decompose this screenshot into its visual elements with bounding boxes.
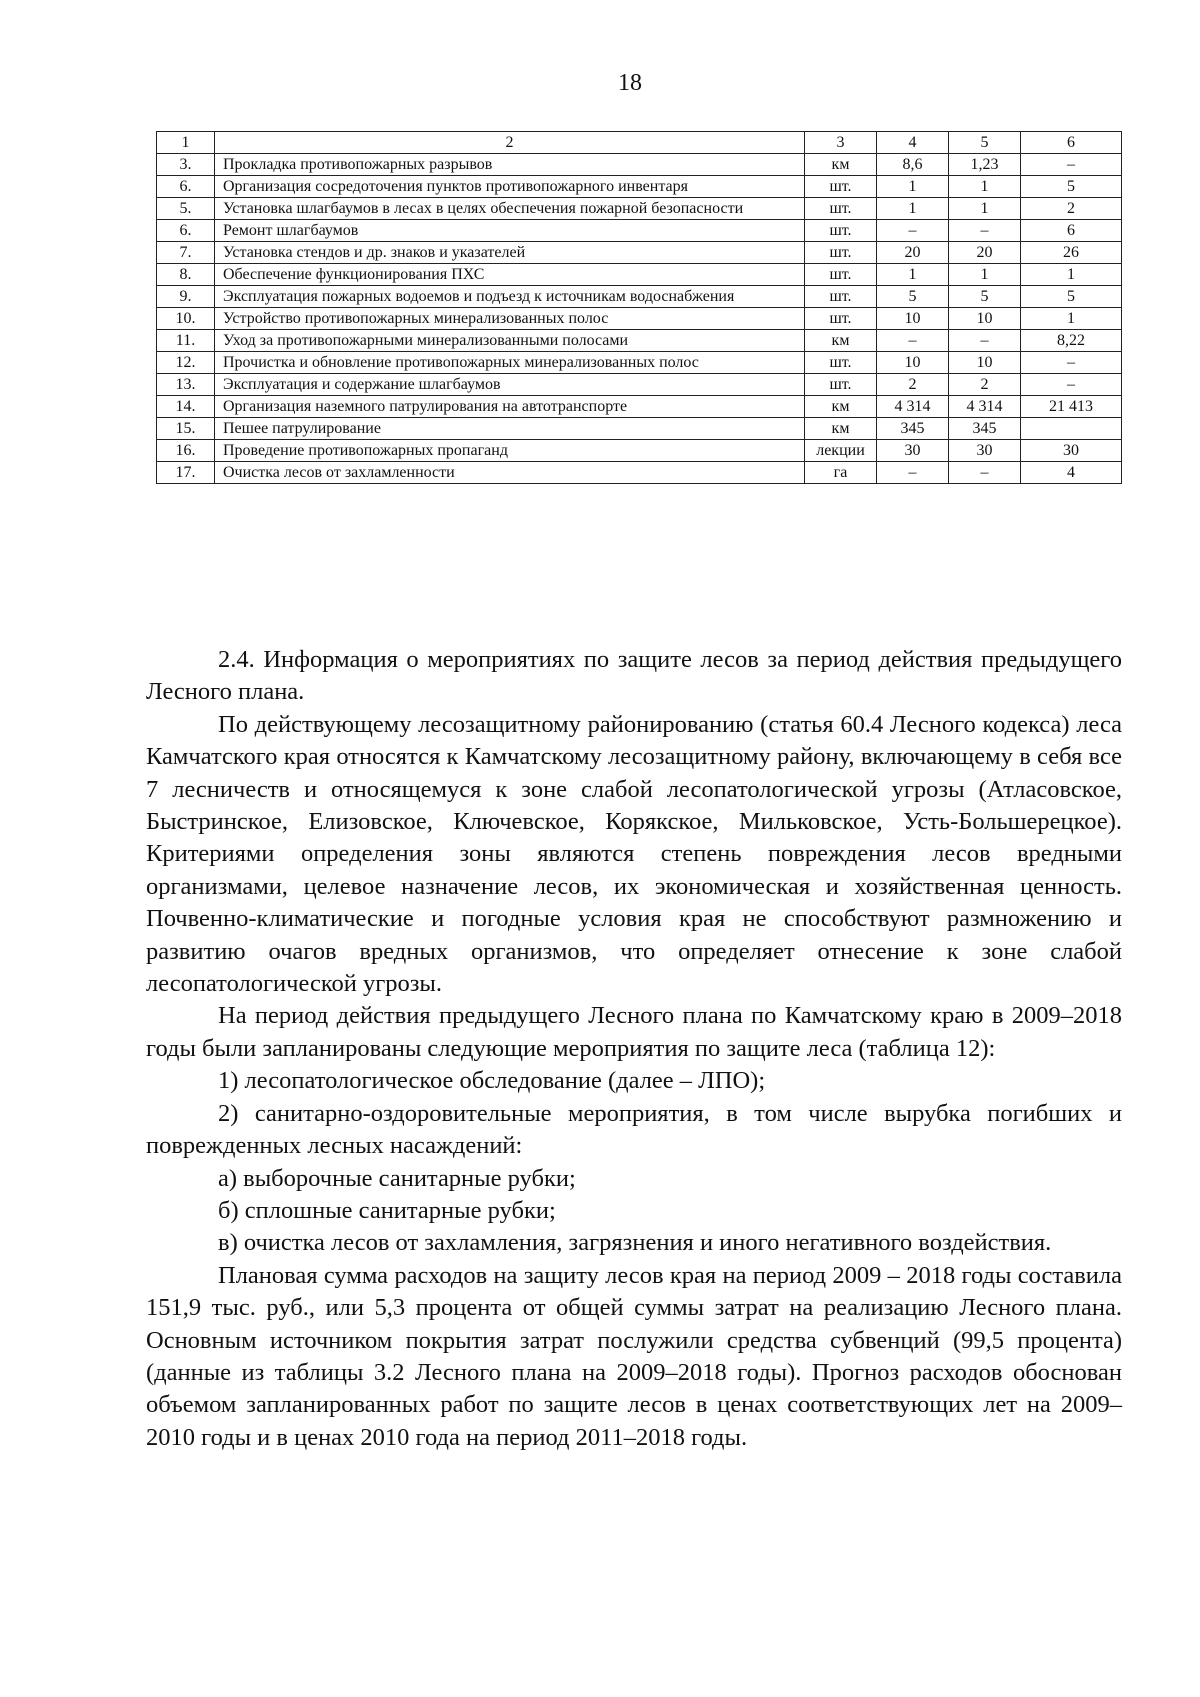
value-cell: – <box>1021 352 1122 374</box>
page-number: 18 <box>618 70 642 96</box>
unit-cell: шт. <box>805 308 877 330</box>
table-header-cell: 2 <box>215 132 805 154</box>
measure-name: Установка стендов и др. знаков и указателей <box>215 242 805 264</box>
measure-name: Прокладка противопожарных разрывов <box>215 154 805 176</box>
measure-name: Обеспечение функционирования ПХС <box>215 264 805 286</box>
unit-cell: лекции <box>805 440 877 462</box>
table-row <box>157 418 1122 440</box>
row-number: 13. <box>157 374 215 396</box>
value-cell: – <box>949 220 1021 242</box>
table-header-cell: 1 <box>157 132 215 154</box>
row-number: 6. <box>157 220 215 242</box>
unit-cell: шт. <box>805 176 877 198</box>
value-cell: 1 <box>949 176 1021 198</box>
measure-name: Эксплуатация и содержание шлагбаумов <box>215 374 805 396</box>
table-row <box>157 374 1122 396</box>
value-cell: 30 <box>949 440 1021 462</box>
row-number: 9. <box>157 286 215 308</box>
row-number: 17. <box>157 462 215 484</box>
value-cell: 1 <box>1021 264 1122 286</box>
unit-cell: км <box>805 330 877 352</box>
paragraph: На период действия предыдущего Лесного плана по Камчатскому краю в 2009–2018 годы были запланированы следующие мероприятия по защите леса (таблица 12): <box>146 1002 1122 1062</box>
list-item: в) очистка лесов от захламления, загрязнения и иного негативного воздействия. <box>218 1229 1052 1257</box>
row-number: 7. <box>157 242 215 264</box>
value-cell: 5 <box>877 286 949 308</box>
measure-name: Организация наземного патрулирования на автотранспорте <box>215 396 805 418</box>
row-number: 8. <box>157 264 215 286</box>
value-cell: 30 <box>1021 440 1122 462</box>
list-item: 2) санитарно-оздоровительные мероприятия, в том числе вырубка погибших и поврежденных лесных насаждений: <box>146 1099 1122 1160</box>
unit-cell: км <box>805 396 877 418</box>
value-cell: 2 <box>1021 198 1122 220</box>
row-number: 6. <box>157 176 215 198</box>
unit-cell: га <box>805 462 877 484</box>
value-cell: 5 <box>1021 286 1122 308</box>
measure-name: Прочистка и обновление противопожарных минерализованных полос <box>215 352 805 374</box>
value-cell: 10 <box>949 308 1021 330</box>
value-cell: – <box>1021 154 1122 176</box>
table-row <box>157 352 1122 374</box>
value-cell: 8,22 <box>1021 330 1122 352</box>
row-number: 16. <box>157 440 215 462</box>
value-cell: 5 <box>949 286 1021 308</box>
section-heading-paragraph: 2.4. Информация о мероприятиях по защите лесов за период действия предыдущего Лесного плана. <box>146 646 1122 706</box>
unit-cell: шт. <box>805 242 877 264</box>
paragraph: По действующему лесозащитному районированию (статья 60.4 Лесного кодекса) леса Камчатского края относятся к Камчатскому лесозащитному району, включающему в себя все 7 лесничеств и относящемуся к зоне слабой лесопатологической угрозы (Атласовское, Быстринское, Елизовское, Ключевское, Корякское, Мильковское, Усть-Большерецкое). Критериями определения зоны являются степень повреждения лесов вредными организмами, целевое назначение лесов, их экономическая и хозяйственная ценность. Почвенно-климатические и погодные условия края не способствуют размножению и развитию очагов вредных организмов, что определяет отнесение к зоне слабой лесопатологической угрозы. <box>146 710 1122 998</box>
table-header-row <box>157 132 1122 154</box>
value-cell: 1 <box>949 264 1021 286</box>
row-number: 15. <box>157 418 215 440</box>
list-item: а) выборочные санитарные рубки; <box>218 1164 576 1192</box>
value-cell: 345 <box>949 418 1021 440</box>
row-number: 14. <box>157 396 215 418</box>
value-cell: 1 <box>877 176 949 198</box>
row-number: 5. <box>157 198 215 220</box>
table-row <box>157 440 1122 462</box>
value-cell: 1,23 <box>949 154 1021 176</box>
value-cell: 1 <box>877 198 949 220</box>
unit-cell: шт. <box>805 286 877 308</box>
measure-name: Устройство противопожарных минерализованных полос <box>215 308 805 330</box>
row-number: 10. <box>157 308 215 330</box>
unit-cell: км <box>805 154 877 176</box>
row-number: 3. <box>157 154 215 176</box>
list-item: б) сплошные санитарные рубки; <box>218 1196 556 1224</box>
value-cell: 1 <box>1021 308 1122 330</box>
measure-name: Проведение противопожарных пропаганд <box>215 440 805 462</box>
table-row <box>157 286 1122 308</box>
value-cell: 4 314 <box>949 396 1021 418</box>
measure-name: Ремонт шлагбаумов <box>215 220 805 242</box>
table-header-cell: 4 <box>877 132 949 154</box>
measure-name: Пешее патрулирование <box>215 418 805 440</box>
value-cell: 8,6 <box>877 154 949 176</box>
unit-cell: км <box>805 418 877 440</box>
table-row <box>157 462 1122 484</box>
value-cell: 20 <box>877 242 949 264</box>
table-row <box>157 264 1122 286</box>
unit-cell: шт. <box>805 374 877 396</box>
table-row <box>157 220 1122 242</box>
value-cell: 1 <box>877 264 949 286</box>
value-cell: 4 314 <box>877 396 949 418</box>
row-number: 12. <box>157 352 215 374</box>
value-cell: 2 <box>949 374 1021 396</box>
value-cell: 5 <box>1021 176 1122 198</box>
measure-name: Установка шлагбаумов в лесах в целях обеспечения пожарной безопасности <box>215 198 805 220</box>
value-cell: 10 <box>949 352 1021 374</box>
value-cell: – <box>949 330 1021 352</box>
value-cell: – <box>877 462 949 484</box>
unit-cell: шт. <box>805 264 877 286</box>
value-cell: – <box>877 220 949 242</box>
value-cell: 4 <box>1021 462 1122 484</box>
value-cell: – <box>877 330 949 352</box>
value-cell: – <box>949 462 1021 484</box>
value-cell: 21 413 <box>1021 396 1122 418</box>
value-cell: 20 <box>949 242 1021 264</box>
unit-cell: шт. <box>805 352 877 374</box>
measure-name: Организация сосредоточения пунктов противопожарного инвентаря <box>215 176 805 198</box>
value-cell: 2 <box>877 374 949 396</box>
table-row <box>157 176 1122 198</box>
measure-name: Очистка лесов от захламленности <box>215 462 805 484</box>
table-row <box>157 242 1122 264</box>
table-row <box>157 308 1122 330</box>
body-text <box>146 644 1122 1454</box>
value-cell: 10 <box>877 352 949 374</box>
value-cell: 26 <box>1021 242 1122 264</box>
table-row <box>157 330 1122 352</box>
table-row <box>157 154 1122 176</box>
value-cell: 345 <box>877 418 949 440</box>
unit-cell: шт. <box>805 198 877 220</box>
value-cell: 30 <box>877 440 949 462</box>
table-row <box>157 396 1122 418</box>
value-cell <box>1021 418 1122 440</box>
unit-cell: шт. <box>805 220 877 242</box>
value-cell: – <box>1021 374 1122 396</box>
row-number: 11. <box>157 330 215 352</box>
list-item: 1) лесопатологическое обследование (далее – ЛПО); <box>218 1067 766 1095</box>
table-header-cell: 6 <box>1021 132 1122 154</box>
value-cell: 6 <box>1021 220 1122 242</box>
value-cell: 10 <box>877 308 949 330</box>
table-row <box>157 198 1122 220</box>
fire-measures-table <box>156 131 1122 484</box>
measure-name: Уход за противопожарными минерализованными полосами <box>215 330 805 352</box>
table-header-cell: 5 <box>949 132 1021 154</box>
paragraph: Плановая сумма расходов на защиту лесов края на период 2009 – 2018 годы составила 151,9 тыс. руб., или 5,3 процента от общей суммы затрат на реализацию Лесного плана. Основным источником покрытия затрат послужили средства субвенций (99,5 процента) (данные из таблицы 3.2 Лесного плана на 2009–2018 годы). Прогноз расходов обоснован объемом запланированных работ по защите лесов в ценах соответствующих лет на 2009–2010 годы и в ценах 2010 года на период 2011–2018 годы. <box>146 1261 1122 1451</box>
measure-name: Эксплуатация пожарных водоемов и подъезд к источникам водоснабжения <box>215 286 805 308</box>
value-cell: 1 <box>949 198 1021 220</box>
table-header-cell: 3 <box>805 132 877 154</box>
